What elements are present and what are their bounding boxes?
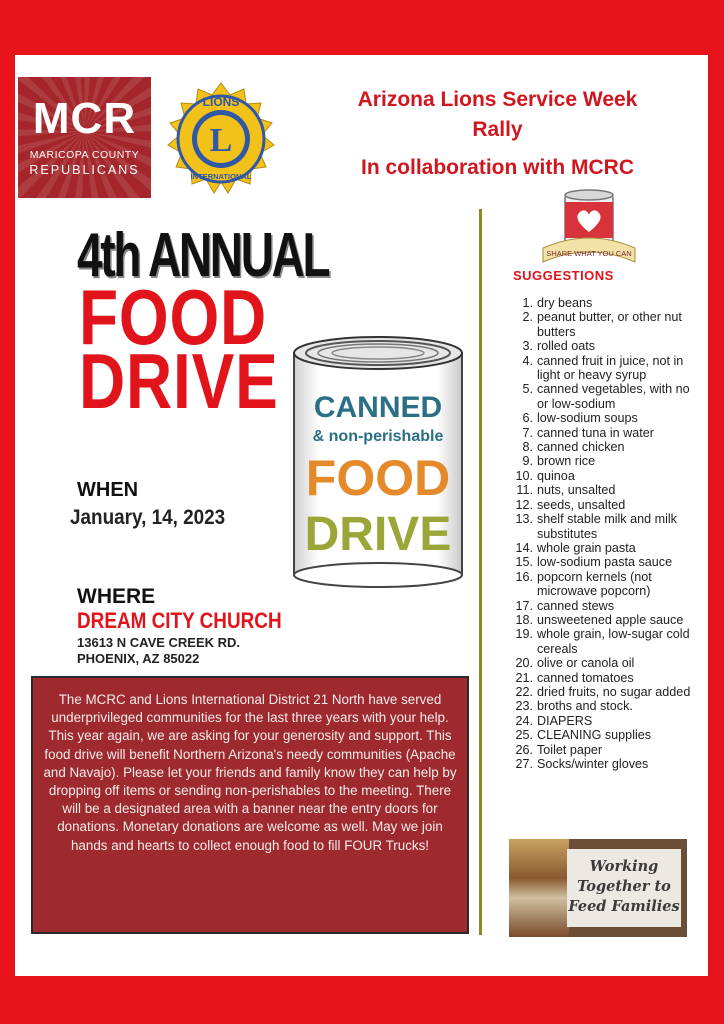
about-text-box: The MCRC and Lions International District 21 North have served underprivileged communities for the last three years with your help. This year again, we are asking for your generosity and support. This food drive will benefit Northern Arizona's needy communities (Apache and Navajo). Please let your friends and family know they can help by dropping off items or sending non-perishables to the meeting. There will be a designated area with a banner near the entry doors for donations. Monetary donations are welcome as well. May we join hands and hearts to collect enough food to fill FOUR Trucks!: [31, 676, 469, 934]
can-text-canned: CANNED: [313, 391, 443, 424]
suggestion-number: 10.: [515, 468, 533, 483]
suggestion-item: [511, 310, 703, 339]
column-divider: [479, 209, 482, 935]
suggestion-text: dried fruits, no sugar added: [537, 684, 691, 699]
suggestion-text: DIAPERS: [537, 713, 593, 728]
suggestion-item: [511, 599, 703, 613]
suggestion-text: popcorn kernels (not microwave popcorn): [537, 569, 652, 599]
suggestion-number: 27.: [515, 757, 533, 771]
header-line1: Arizona Lions Service Week: [357, 88, 638, 111]
event-address: [77, 635, 240, 667]
where-label: WHERE: [77, 585, 156, 608]
headline-food: FOOD: [79, 273, 268, 361]
suggestion-item: [511, 541, 703, 555]
suggestion-number: 2.: [522, 310, 533, 325]
suggestion-number: 26.: [515, 742, 533, 757]
suggestion-number: 19.: [515, 627, 533, 642]
working-together-card: [567, 849, 681, 927]
badge-text: SHARE WHAT YOU CAN: [546, 249, 632, 258]
suggestion-text: unsweetened apple sauce: [537, 612, 684, 627]
suggestion-item: [511, 728, 703, 742]
suggestion-number: 23.: [515, 699, 533, 714]
address-line1: 13613 N CAVE CREEK RD.: [77, 635, 241, 650]
suggestion-text: canned tomatoes: [537, 670, 634, 685]
suggestion-number: 11.: [516, 483, 533, 498]
suggestion-number: 25.: [515, 728, 533, 743]
suggestion-item: [511, 699, 703, 713]
headline-annual: 4th ANNUAL: [77, 221, 329, 290]
suggestion-number: 6.: [522, 411, 533, 426]
working-card-line2: Together to: [577, 878, 671, 895]
event-date: January, 14, 2023: [70, 506, 226, 529]
food-jars-photo: [509, 839, 569, 937]
suggestion-item: [511, 411, 703, 425]
working-together-image: [509, 839, 687, 937]
suggestion-number: 15.: [515, 555, 533, 570]
suggestion-text: canned chicken: [537, 440, 625, 455]
suggestion-number: 18.: [515, 612, 533, 627]
suggestion-number: 12.: [515, 497, 533, 512]
suggestion-text: peanut butter, or other nut butters: [537, 310, 682, 339]
suggestion-item: [511, 570, 703, 599]
working-card-line3: Feed Families: [568, 898, 680, 915]
can-text-nonperishable: & non-perishable: [312, 428, 444, 445]
suggestion-text: quinoa: [537, 468, 575, 483]
suggestion-text: canned stews: [537, 598, 615, 613]
suggestion-text: broths and stock.: [537, 699, 633, 714]
suggestion-item: [511, 685, 703, 699]
suggestion-number: 24.: [515, 713, 533, 728]
suggestion-text: nuts, unsalted: [537, 483, 616, 498]
suggestion-number: 4.: [522, 353, 533, 368]
lions-international-logo: [162, 81, 280, 199]
mcr-logo-initials: MCR: [32, 94, 137, 143]
suggestion-text: brown rice: [537, 454, 596, 469]
suggestion-item: [511, 512, 703, 541]
suggestion-item: [511, 555, 703, 569]
suggestion-item: [511, 498, 703, 512]
suggestion-item: [511, 296, 703, 310]
suggestion-text: CLEANING supplies: [537, 728, 652, 743]
share-what-you-can-can-icon: [539, 188, 639, 276]
lions-logo-top-text: LIONS: [202, 95, 240, 109]
suggestion-number: 3.: [522, 339, 533, 354]
header-line3: In collaboration with MCRC: [361, 156, 634, 179]
working-card-line1: Working: [589, 858, 659, 875]
suggestion-item: [511, 757, 703, 771]
suggestion-item: [511, 714, 703, 728]
suggestion-text: rolled oats: [537, 339, 596, 354]
mcr-logo-line2: REPUBLICANS: [29, 163, 140, 177]
suggestion-text: seeds, unsalted: [537, 497, 626, 512]
mcr-logo-line1: MARICOPA COUNTY: [29, 149, 140, 161]
suggestion-text: whole grain pasta: [537, 540, 636, 555]
suggestion-number: 8.: [522, 440, 533, 455]
suggestion-item: [511, 426, 703, 440]
suggestion-text: shelf stable milk and milk substitutes: [537, 512, 677, 541]
can-text-drive: DRIVE: [304, 508, 452, 561]
suggestion-number: 20.: [515, 656, 533, 671]
can-text-food: FOOD: [305, 450, 451, 506]
suggestion-item: [511, 671, 703, 685]
suggestion-item: [511, 339, 703, 353]
headline-food-drive: [79, 273, 279, 425]
suggestion-item: [511, 354, 703, 383]
suggestion-item: [511, 382, 703, 411]
suggestion-number: 22.: [515, 684, 533, 699]
lions-logo-bottom-text: INTERNATIONAL: [190, 172, 252, 181]
suggestion-text: Socks/winter gloves: [537, 757, 649, 771]
suggestion-text: Toilet paper: [537, 742, 603, 757]
mcr-logo: [18, 77, 151, 198]
address-line2: PHOENIX, AZ 85022: [77, 651, 200, 666]
canned-food-can-graphic: [290, 335, 466, 590]
suggestion-number: 21.: [515, 670, 533, 685]
header-line2: Rally: [472, 118, 523, 141]
flyer-page: [15, 55, 708, 976]
suggestion-item: [511, 454, 703, 468]
suggestion-text: canned fruit in juice, not in light or heavy syrup: [537, 353, 684, 383]
suggestion-number: 14.: [515, 540, 533, 555]
suggestion-item: [511, 613, 703, 627]
suggestion-item: [511, 627, 703, 656]
suggestion-item: [511, 440, 703, 454]
suggestions-list: [511, 296, 703, 771]
suggestion-number: 17.: [515, 598, 533, 613]
suggestion-text: canned tuna in water: [537, 425, 654, 440]
suggestion-text: low-sodium pasta sauce: [537, 555, 673, 570]
suggestion-text: dry beans: [537, 296, 593, 310]
suggestion-number: 7.: [522, 425, 533, 440]
suggestion-number: 5.: [522, 382, 533, 397]
suggestion-text: canned vegetables, with no or low-sodium: [537, 382, 690, 411]
event-header: [305, 85, 690, 183]
suggestion-text: olive or canola oil: [537, 656, 635, 671]
suggestion-text: whole grain, low-sugar cold cereals: [537, 627, 690, 656]
suggestion-item: [511, 483, 703, 497]
suggestions-title: SUGGESTIONS: [513, 268, 614, 283]
suggestion-item: [511, 469, 703, 483]
when-label: WHEN: [77, 479, 139, 501]
suggestion-item: [511, 743, 703, 757]
suggestion-item: [511, 656, 703, 670]
headline-drive: DRIVE: [79, 337, 279, 425]
suggestion-text: low-sodium soups: [537, 411, 638, 426]
suggestion-number: 1.: [522, 296, 533, 310]
suggestion-number: 13.: [515, 512, 533, 527]
event-venue: DREAM CITY CHURCH: [77, 608, 282, 633]
suggestion-number: 9.: [522, 454, 533, 469]
lions-logo-letter: L: [209, 122, 233, 159]
suggestion-number: 16.: [515, 569, 533, 584]
